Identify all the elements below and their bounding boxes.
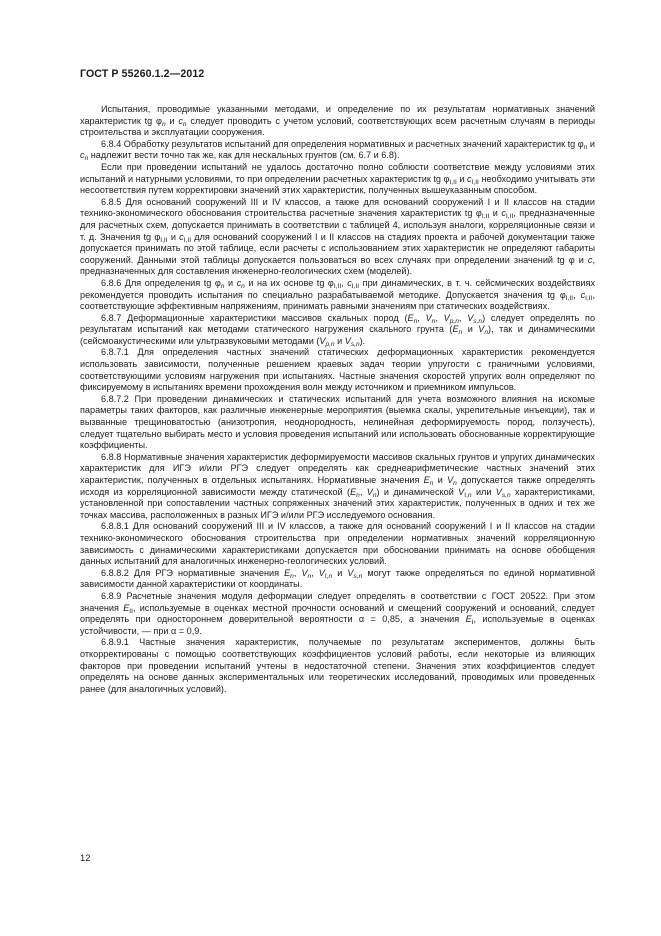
- paragraph-6-8-6: 6.8.6 Для определения tg $\varphi_n$ и $c_n$ и на их основе tg $\varphi_{I,II}$, $c_{I,II}$ при динамических, в т. ч. сейсмических воздействиях рекомендуется проводить испытания по специально разрабатываемой методике. Допускается значения tg $\varphi_{I,II}$, $c_{I,II}$, соответствующие эффективным напряжениям, принимать равными значениям при статических воздействиях.: [80, 277, 596, 312]
- page-number: 12: [80, 853, 91, 864]
- document-body: [80, 104, 595, 695]
- paragraph: Испытания, проводимые указанными методами, и определение по их результатам нормативных значений характеристик tg $\varphi_n$ и $c_n$ следует проводить с учетом условий, соответствующих всем расчетным случаям в периоды строительства и эксплуатации сооружения.: [80, 104, 595, 138]
- paragraph-6-8-4: 6.8.4 Обработку результатов испытаний для определения нормативных и расчетных значений характеристик tg $\varphi_n$ и $c_n$ надлежит вести точно так же, как для нескальных грунтов (см. 6.7 и 6.8).: [80, 138, 595, 163]
- paragraph-6-8-5: 6.8.5 Для оснований сооружений III и IV классов, а также для оснований сооружений I и II классов на стадии технико-экономического обоснования строительства расчетные значения характеристик tg $\varphi_{I,II}$ и $c_{I,II}$, предназначенные для расчетных схем, допускается принимать в соответствии с таблицей 4, используя аналоги, корреляционные связи и т. д. Значения tg $\varphi_{I,II}$ и $c_{I,II}$ для оснований сооружений I и II классов на стадиях проекта и рабочей документации также допускается принимать по этой таблице, если расчеты с использованием этих характеристик не определяют габариты сооружений. Данными этой таблицы допускается пользоваться во всех случаях при определении значений tg φ и c, предназначенных для составления инженерно-геологических схем (моделей).: [80, 196, 595, 277]
- paragraph-6-8-7: 6.8.7 Деформационные характеристики массивов скальных пород ($E_n$, $V_n$, $V_{p,n}$, $V_{s,n}$) следует определять по результатам испытаний как методами статического нагружения скального грунта ($E_n$ и $V_n$), так и динамическими (сейсмоакустическими или ультразвуковыми методами ($V_{p,n}$ и $V_{s,n}$).: [80, 312, 596, 348]
- paragraph-6-8-7-1: 6.8.7.1 Для определения частных значений статических деформационных характеристик рекомендуется использовать зависимости, полученные решением краевых задач теории упругости с граничными условиями, соответствующими условиям нагружения при испытаниях. Частные значения скоростей упругих волн определяют по фиксируемому в испытаниях времени прохождения волн между источником и приемником импульсов.: [80, 347, 595, 393]
- paragraph: Если при проведении испытаний не удалось достаточно полно соблюсти соответствие между условиями этих испытаний и натурными условиями, то при определении расчетных характеристик tg $\varphi_{I,II}$ и $c_{I,II}$ необходимо учитывать эти несоответствия путем корректировки значений этих характеристик, полученных вышеуказанным способом.: [80, 161, 596, 196]
- paragraph-6-8-8-2: 6.8.8.2 Для РГЭ нормативные значения $E_n$, $V_n$, $V_{I,n}$ и $V_{s,n}$ могут также определяться по единой нормативной зависимости данной характеристики от координаты.: [80, 567, 595, 590]
- paragraph-6-8-8: 6.8.8 Нормативные значения характеристик деформируемости массивов скальных грунтов и упругих динамических характеристик для ИГЭ и/или РГЭ следует определять как среднеарифметические частных значений этих характеристик, полученных в отдельных испытаниях. Нормативные значения $E_n$ и $V_n$ допускается также определять исходя из корреляционной зависимости между статической ($E_n$, $V_n$) и динамической $V_{I,n}$ или $V_{s,n}$ характеристиками, установленной при сопоставлении частных сопряженных значений этих характеристик, полученных в одних и тех же точках массива, расположенных в разных ИГЭ и/или РГЭ исследуемого основания.: [80, 451, 596, 520]
- paragraph-6-8-7-2: 6.8.7.2 При проведении динамических и статических испытаний для учета возможного влияния на искомые параметры таких факторов, как различные инженерные мероприятия (выемка скалы, укрепительные инъекции), так и вызванные трещиноватостью (анизотропия, неоднородность, нелинейная деформируемость пород, ползучесть), следует тщательно выбирать место и условия проведения испытаний или использовать обоснованные корректирующие коэффициенты.: [80, 393, 595, 451]
- paragraph-6-8-9-1: 6.8.9.1 Частные значения характеристик, получаемые по результатам экспериментов, должны быть откорректированы с помощью соответствующих коэффициентов условий работы, если некоторые из влияющих факторов при проведении испытаний учтены в недостаточной степени. Значения этих коэффициентов следует определять на основе данных экспериментальных или теоретических исследований, проводимых или проведенных ранее (для аналогичных условий).: [80, 637, 595, 694]
- paragraph-6-8-9: 6.8.9 Расчетные значения модуля деформации следует определять в соответствии с ГОСТ 20522. При этом значения $E_{II}$, используемые в оценках местной прочности оснований и смещений сооружений и оснований, следует определять при одностороннем доверительной вероятности α = 0,85, а значения $E_I$, используемые в оценках устойчивости, — при α = 0,9.: [80, 590, 595, 636]
- document-header: ГОСТ Р 55260.1.2—2012: [80, 68, 205, 80]
- paragraph-6-8-8-1: 6.8.8.1 Для оснований сооружений III и IV классов, а также для оснований сооружений I и II классов на стадии технико-экономического обоснования строительства при определении нормативных значений корреляционную зависимость с динамическими характеристиками допускается при обосновании принимать на основе обобщения данных испытаний для аналогичных инженерно-геологических условий.: [80, 521, 595, 567]
